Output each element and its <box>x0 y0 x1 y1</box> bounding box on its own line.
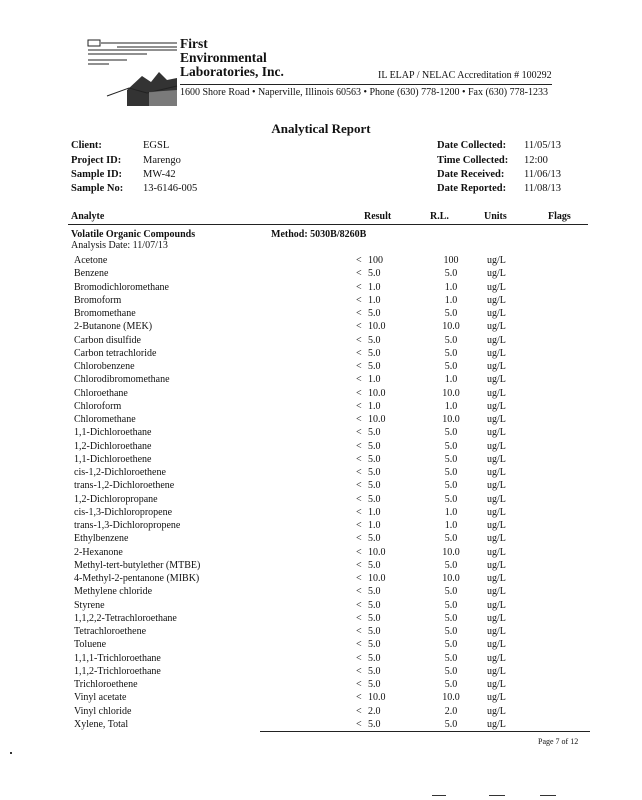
units-value: ug/L <box>487 586 506 598</box>
analyte-name: Acetone <box>74 255 108 266</box>
analyte-name: Vinyl chloride <box>74 705 132 717</box>
qualifier: < <box>356 665 362 677</box>
qualifier: < <box>356 626 362 637</box>
result-value: 5.0 <box>368 453 381 465</box>
rl-value: 5.0 <box>444 334 458 346</box>
company-name-line1: First <box>180 36 208 51</box>
result-value: 5.0 <box>368 427 381 439</box>
rl-value: 5.0 <box>444 533 458 545</box>
col-header-result: Result <box>364 211 392 222</box>
table-row <box>0 479 642 492</box>
units-value: ug/L <box>487 427 506 439</box>
analyte-name: cis-1,3-Dichloropropene <box>74 506 173 518</box>
scan-mark <box>10 752 12 754</box>
units-value: ug/L <box>487 718 506 730</box>
table-row <box>0 334 642 347</box>
date-received-value: 11/06/13 <box>524 169 561 180</box>
table-row <box>0 585 642 598</box>
result-value: 10.0 <box>368 387 386 399</box>
result-value: 1.0 <box>368 294 381 306</box>
rl-value: 5.0 <box>444 586 458 598</box>
company-name-line3: Laboratories, Inc. <box>180 64 284 79</box>
result-value: 5.0 <box>368 612 381 624</box>
rl-value: 5.0 <box>444 679 458 690</box>
result-value: 5.0 <box>368 347 381 359</box>
analysis-date: Analysis Date: 11/07/13 <box>71 240 168 251</box>
rl-value: 1.0 <box>444 374 458 386</box>
result-value: 5.0 <box>368 480 381 492</box>
table-row <box>0 400 642 413</box>
result-value: 1.0 <box>368 281 381 293</box>
units-value: ug/L <box>487 414 506 425</box>
result-value: 10.0 <box>368 692 386 704</box>
rl-value: 5.0 <box>444 427 458 439</box>
units-value: ug/L <box>487 268 506 280</box>
qualifier: < <box>356 321 362 333</box>
analyte-name: 4-Methyl-2-pentanone (MIBK) <box>74 573 200 584</box>
table-row <box>0 267 642 280</box>
scan-mark <box>432 795 446 796</box>
result-value: 10.0 <box>368 414 386 425</box>
table-row <box>0 413 642 426</box>
result-value: 5.0 <box>368 334 381 346</box>
analyte-name: Methyl-tert-butylether (MTBE) <box>74 559 201 571</box>
analyte-name: 1,1,2-Trichloroethane <box>74 665 161 677</box>
rl-value: 5.0 <box>444 652 458 664</box>
client-label: Client: <box>71 140 102 151</box>
rl-value: 1.0 <box>444 281 458 293</box>
table-row <box>0 519 642 532</box>
analyte-name: Bromoform <box>74 294 122 306</box>
qualifier: < <box>356 308 362 319</box>
rl-value: 5.0 <box>444 467 458 478</box>
units-value: ug/L <box>487 453 506 465</box>
units-value: ug/L <box>487 520 506 531</box>
rl-value: 5.0 <box>444 718 458 730</box>
units-value: ug/L <box>487 294 506 306</box>
table-row <box>0 572 642 585</box>
result-value: 10.0 <box>368 573 386 584</box>
analyte-name: Chloromethane <box>74 414 136 425</box>
table-row <box>0 546 642 559</box>
rl-value: 2.0 <box>444 705 458 717</box>
company-logo <box>87 38 179 108</box>
rl-value: 5.0 <box>444 480 458 492</box>
qualifier: < <box>356 692 362 704</box>
qualifier: < <box>356 559 362 571</box>
qualifier: < <box>356 520 362 531</box>
qualifier: < <box>356 255 362 266</box>
qualifier: < <box>356 652 362 664</box>
qualifier: < <box>356 493 362 505</box>
rl-value: 10.0 <box>442 387 460 399</box>
scan-mark <box>540 795 556 796</box>
rl-value: 5.0 <box>444 440 458 452</box>
analyte-name: Methylene chloride <box>74 586 153 598</box>
table-row <box>0 453 642 466</box>
qualifier: < <box>356 347 362 359</box>
result-value: 5.0 <box>368 679 381 690</box>
result-value: 5.0 <box>368 361 381 372</box>
qualifier: < <box>356 480 362 492</box>
table-header-divider <box>68 224 588 225</box>
table-row <box>0 426 642 439</box>
date-collected-label: Date Collected: <box>437 140 507 151</box>
analyte-name: 1,2-Dichloropropane <box>74 493 158 505</box>
qualifier: < <box>356 639 362 651</box>
result-value: 5.0 <box>368 533 381 545</box>
analyte-name: 2-Butanone (MEK) <box>74 321 153 333</box>
analyte-name: 1,2-Dichloroethane <box>74 440 152 452</box>
result-value: 100 <box>368 255 383 266</box>
units-value: ug/L <box>487 639 506 651</box>
project-label: Project ID: <box>71 155 122 166</box>
analyte-name: 1,1-Dichloroethane <box>74 427 152 439</box>
qualifier: < <box>356 533 362 545</box>
rl-value: 10.0 <box>442 546 460 558</box>
time-collected-label: Time Collected: <box>437 155 509 166</box>
units-value: ug/L <box>487 652 506 664</box>
rl-value: 5.0 <box>444 626 458 637</box>
result-value: 10.0 <box>368 546 386 558</box>
analyte-name: trans-1,2-Dichloroethene <box>74 480 175 492</box>
units-value: ug/L <box>487 334 506 346</box>
result-value: 5.0 <box>368 586 381 598</box>
analyte-name: Toluene <box>74 639 107 651</box>
analyte-name: 1,1-Dichloroethene <box>74 453 152 465</box>
units-value: ug/L <box>487 480 506 492</box>
units-value: ug/L <box>487 281 506 293</box>
units-value: ug/L <box>487 308 506 319</box>
col-header-units: Units <box>484 211 507 222</box>
header-divider <box>180 84 552 85</box>
table-row <box>0 360 642 373</box>
table-row <box>0 638 642 651</box>
units-value: ug/L <box>487 440 506 452</box>
units-value: ug/L <box>487 467 506 478</box>
units-value: ug/L <box>487 599 506 611</box>
rl-value: 1.0 <box>444 294 458 306</box>
rl-value: 10.0 <box>442 414 460 425</box>
rl-value: 5.0 <box>444 308 458 319</box>
qualifier: < <box>356 586 362 598</box>
table-row <box>0 691 642 704</box>
rl-value: 5.0 <box>444 361 458 372</box>
analyte-name: Chlorobenzene <box>74 361 135 372</box>
table-row <box>0 718 642 731</box>
table-row <box>0 652 642 665</box>
accreditation: IL ELAP / NELAC Accreditation # 100292 <box>378 70 552 81</box>
result-value: 1.0 <box>368 374 381 386</box>
qualifier: < <box>356 374 362 386</box>
col-header-flags: Flags <box>548 211 571 222</box>
sample-id-label: Sample ID: <box>71 169 123 180</box>
result-value: 5.0 <box>368 718 381 730</box>
rl-value: 5.0 <box>444 559 458 571</box>
analyte-name: Chloroethane <box>74 387 128 399</box>
result-value: 1.0 <box>368 520 381 531</box>
units-value: ug/L <box>487 612 506 624</box>
rl-value: 1.0 <box>444 520 458 531</box>
analyte-name: 2-Hexanone <box>74 546 123 558</box>
result-value: 5.0 <box>368 467 381 478</box>
table-row <box>0 294 642 307</box>
qualifier: < <box>356 453 362 465</box>
analyte-name: 1,1,2,2-Tetrachloroethane <box>74 612 177 624</box>
table-row <box>0 599 642 612</box>
table-row <box>0 493 642 506</box>
result-value: 2.0 <box>368 705 381 717</box>
units-value: ug/L <box>487 559 506 571</box>
analyte-name: Tetrachloroethene <box>74 626 147 637</box>
section-title: Volatile Organic Compounds <box>71 229 196 240</box>
qualifier: < <box>356 294 362 306</box>
qualifier: < <box>356 718 362 730</box>
result-value: 5.0 <box>368 268 381 280</box>
result-value: 5.0 <box>368 559 381 571</box>
company-name-line2: Environmental <box>180 50 267 65</box>
table-row <box>0 705 642 718</box>
result-value: 10.0 <box>368 321 386 333</box>
result-value: 5.0 <box>368 308 381 319</box>
result-value: 1.0 <box>368 506 381 518</box>
table-row <box>0 506 642 519</box>
units-value: ug/L <box>487 533 506 545</box>
units-value: ug/L <box>487 626 506 637</box>
analyte-name: 1,1,1-Trichloroethane <box>74 652 161 664</box>
rl-value: 100 <box>443 255 459 266</box>
table-row <box>0 347 642 360</box>
qualifier: < <box>356 334 362 346</box>
qualifier: < <box>356 440 362 452</box>
client-value: EGSL <box>143 140 170 151</box>
qualifier: < <box>356 361 362 372</box>
qualifier: < <box>356 573 362 584</box>
units-value: ug/L <box>487 665 506 677</box>
units-value: ug/L <box>487 255 506 266</box>
table-row <box>0 612 642 625</box>
units-value: ug/L <box>487 705 506 717</box>
analyte-name: Vinyl acetate <box>74 692 127 704</box>
table-row <box>0 387 642 400</box>
result-value: 5.0 <box>368 599 381 611</box>
units-value: ug/L <box>487 493 506 505</box>
rl-value: 5.0 <box>444 665 458 677</box>
rl-value: 10.0 <box>442 321 460 333</box>
rl-value: 5.0 <box>444 639 458 651</box>
date-reported-label: Date Reported: <box>437 183 507 194</box>
sample-no-label: Sample No: <box>71 183 124 194</box>
sample-id-value: MW-42 <box>143 169 176 180</box>
result-value: 5.0 <box>368 652 381 664</box>
result-value: 5.0 <box>368 639 381 651</box>
qualifier: < <box>356 679 362 690</box>
result-value: 5.0 <box>368 626 381 637</box>
analyte-name: cis-1,2-Dichloroethene <box>74 467 166 478</box>
analyte-name: Chlorodibromomethane <box>74 374 170 386</box>
result-value: 5.0 <box>368 493 381 505</box>
table-row <box>0 307 642 320</box>
qualifier: < <box>356 599 362 611</box>
units-value: ug/L <box>487 692 506 704</box>
analyte-name: Styrene <box>74 599 105 611</box>
qualifier: < <box>356 400 362 412</box>
analyte-name: Carbon disulfide <box>74 334 141 346</box>
qualifier: < <box>356 546 362 558</box>
rl-value: 5.0 <box>444 347 458 359</box>
units-value: ug/L <box>487 506 506 518</box>
col-header-analyte: Analyte <box>71 211 105 222</box>
table-row <box>0 320 642 333</box>
rl-value: 5.0 <box>444 453 458 465</box>
rl-value: 5.0 <box>444 493 458 505</box>
qualifier: < <box>356 612 362 624</box>
analyte-name: Trichloroethene <box>74 679 138 690</box>
analyte-name: trans-1,3-Dichloropropene <box>74 520 181 531</box>
analyte-name: Bromomethane <box>74 308 136 319</box>
analyte-name: Ethylbenzene <box>74 533 129 545</box>
scan-mark <box>489 795 505 796</box>
date-received-label: Date Received: <box>437 169 505 180</box>
table-row <box>0 373 642 386</box>
company-name <box>180 37 284 79</box>
analyte-name: Carbon tetrachloride <box>74 347 157 359</box>
method: Method: 5030B/8260B <box>271 229 367 240</box>
table-footer-divider <box>260 731 590 732</box>
result-value: 1.0 <box>368 400 381 412</box>
analyte-name: Xylene, Total <box>74 718 129 730</box>
qualifier: < <box>356 427 362 439</box>
units-value: ug/L <box>487 546 506 558</box>
qualifier: < <box>356 467 362 478</box>
units-value: ug/L <box>487 347 506 359</box>
table-row <box>0 532 642 545</box>
analyte-name: Chloroform <box>74 400 122 412</box>
table-row <box>0 678 642 691</box>
col-header-rl: R.L. <box>430 211 449 222</box>
rl-value: 10.0 <box>442 692 460 704</box>
analyte-name: Benzene <box>74 268 109 280</box>
rl-value: 5.0 <box>444 599 458 611</box>
rl-value: 5.0 <box>444 268 458 280</box>
page-number: Page 7 of 12 <box>538 737 579 746</box>
date-reported-value: 11/08/13 <box>524 183 561 194</box>
project-value: Marengo <box>143 155 181 166</box>
results-table <box>0 254 642 731</box>
result-value: 5.0 <box>368 440 381 452</box>
qualifier: < <box>356 387 362 399</box>
qualifier: < <box>356 268 362 280</box>
result-value: 5.0 <box>368 665 381 677</box>
units-value: ug/L <box>487 374 506 386</box>
table-row <box>0 254 642 267</box>
qualifier: < <box>356 506 362 518</box>
date-collected-value: 11/05/13 <box>524 140 561 151</box>
report-title: Analytical Report <box>271 121 371 136</box>
units-value: ug/L <box>487 387 506 399</box>
qualifier: < <box>356 281 362 293</box>
table-row <box>0 625 642 638</box>
table-row <box>0 281 642 294</box>
table-row <box>0 466 642 479</box>
units-value: ug/L <box>487 573 506 584</box>
rl-value: 1.0 <box>444 400 458 412</box>
sample-no-value: 13-6146-005 <box>143 183 198 194</box>
units-value: ug/L <box>487 400 506 412</box>
table-row <box>0 440 642 453</box>
table-row <box>0 665 642 678</box>
table-row <box>0 559 642 572</box>
company-address: 1600 Shore Road • Naperville, Illinois 60563 • Phone (630) 778-1200 • Fax (630) 778-1233 <box>180 87 548 98</box>
rl-value: 10.0 <box>442 573 460 584</box>
units-value: ug/L <box>487 361 506 372</box>
units-value: ug/L <box>487 679 506 690</box>
qualifier: < <box>356 705 362 717</box>
units-value: ug/L <box>487 321 506 333</box>
analyte-name: Bromodichloromethane <box>74 281 169 293</box>
rl-value: 1.0 <box>444 506 458 518</box>
time-collected-value: 12:00 <box>524 155 548 166</box>
rl-value: 5.0 <box>444 612 458 624</box>
qualifier: < <box>356 414 362 425</box>
